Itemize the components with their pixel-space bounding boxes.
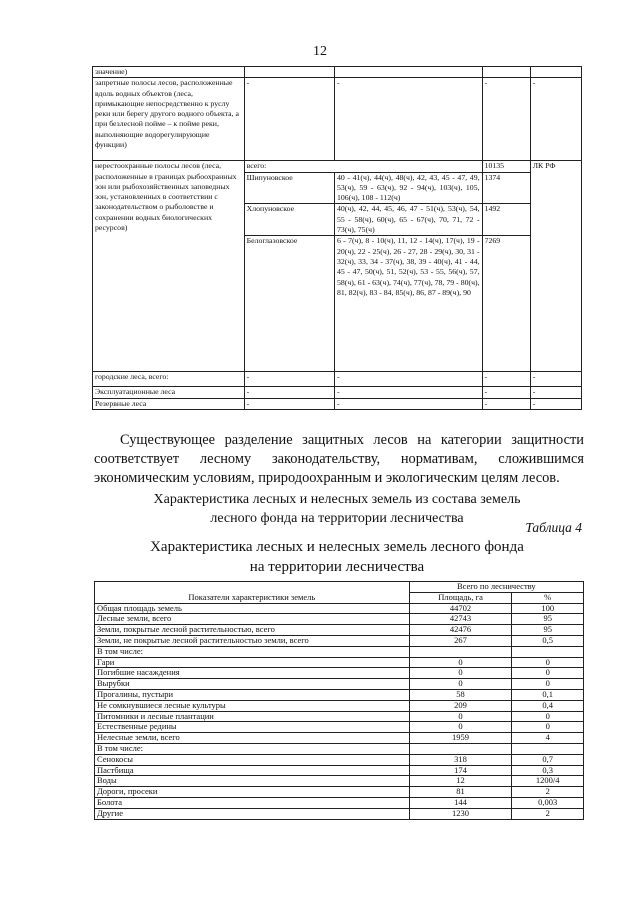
land-type-cell: В том числе:	[95, 646, 410, 657]
percent-cell: 100	[512, 603, 584, 614]
area-cell: 267	[409, 635, 512, 646]
land-type-cell: Сенокосы	[95, 754, 410, 765]
area-cell: 10135	[482, 161, 530, 172]
percent-cell	[512, 646, 584, 657]
percent-cell: 1200/4	[512, 776, 584, 787]
table-row	[95, 797, 584, 808]
land-characteristics-table	[94, 581, 584, 820]
land-type-cell: Дороги, просеки	[95, 787, 410, 798]
table-title-line-1: Характеристика лесных и нелесных земель лесного фонда	[150, 539, 524, 555]
area-cell: 1959	[409, 733, 512, 744]
table-label: Таблица 4	[525, 520, 582, 535]
table-row	[95, 614, 584, 625]
table-row	[95, 754, 584, 765]
table-row	[95, 668, 584, 679]
table-row	[95, 646, 584, 657]
parts-cell: -	[334, 372, 482, 387]
subdivision-cell: всего:	[244, 161, 334, 172]
percent-cell: 2	[512, 787, 584, 798]
table-row	[95, 722, 584, 733]
table-row	[95, 743, 584, 754]
land-type-cell: Воды	[95, 776, 410, 787]
parts-cell: 40(ч), 42, 44, 45, 46, 47 - 51(ч), 53(ч), 54, 55 - 58(ч), 60(ч), 65 - 67(ч), 70, 71, 72 - 73(ч), 75(ч)	[334, 204, 482, 236]
subdivision-cell: -	[244, 398, 334, 409]
area-cell	[482, 67, 530, 78]
subdivision-cell: -	[244, 78, 334, 161]
doc-cell: -	[530, 387, 581, 398]
percent-cell: 0,7	[512, 754, 584, 765]
table-row	[95, 635, 584, 646]
land-type-cell: Лесные земли, всего	[95, 614, 410, 625]
land-type-cell: Прогалины, пустыри	[95, 689, 410, 700]
table-row	[93, 372, 582, 387]
doc-cell: -	[530, 398, 581, 409]
land-type-cell: Земли, не покрытые лесной растительностью земли, всего	[95, 635, 410, 646]
percent-cell: 95	[512, 625, 584, 636]
table-row	[95, 679, 584, 690]
percent-cell: 0	[512, 711, 584, 722]
section-heading-line-1: Характеристика лесных и нелесных земель из состава земель	[153, 492, 521, 507]
area-cell: 42476	[409, 625, 512, 636]
header-percent: %	[512, 592, 584, 603]
page-number: 12	[313, 44, 327, 59]
section-heading	[92, 490, 582, 528]
table-row	[93, 387, 582, 398]
subdivision-cell	[244, 67, 334, 78]
percent-cell	[512, 743, 584, 754]
table-row	[93, 67, 582, 78]
area-cell: 174	[409, 765, 512, 776]
land-type-cell: Не сомкнувшиеся лесные культуры	[95, 700, 410, 711]
section-heading-line-2: лесного фонда на территории лесничества	[210, 511, 464, 526]
area-cell: 81	[409, 787, 512, 798]
area-cell: 209	[409, 700, 512, 711]
paragraph-text: Существующее разделение защитных лесов на категории защитности соответствует лесному законодательству, нормативам, сложившимся экономическим условиям, природоохранным и экологическим целям лесов.	[94, 432, 584, 486]
category-cell: Резервные леса	[93, 398, 245, 409]
doc-cell	[530, 67, 581, 78]
parts-cell: -	[334, 387, 482, 398]
percent-cell: 0,003	[512, 797, 584, 808]
table-row	[95, 689, 584, 700]
percent-cell: 0	[512, 679, 584, 690]
parts-cell: -	[334, 398, 482, 409]
area-cell: 0	[409, 711, 512, 722]
area-cell: 1230	[409, 808, 512, 819]
table-row	[93, 398, 582, 409]
percent-cell: 4	[512, 733, 584, 744]
subdivision-cell: Хлопуновское	[244, 204, 334, 236]
table-row	[95, 700, 584, 711]
area-cell: 144	[409, 797, 512, 808]
parts-cell	[334, 67, 482, 78]
table-row	[93, 161, 582, 172]
table-row	[95, 787, 584, 798]
percent-cell: 0	[512, 657, 584, 668]
category-cell: городские леса, всего:	[93, 372, 245, 387]
category-cell: Эксплуатационные леса	[93, 387, 245, 398]
percent-cell: 0	[512, 668, 584, 679]
area-cell: -	[482, 78, 530, 161]
area-cell: 0	[409, 722, 512, 733]
land-type-cell: Естественные редины	[95, 722, 410, 733]
land-type-cell: Питомники и лесные плантации	[95, 711, 410, 722]
table-title	[92, 537, 582, 577]
table-row	[95, 733, 584, 744]
percent-cell: 0	[512, 722, 584, 733]
area-cell: 58	[409, 689, 512, 700]
doc-cell: -	[530, 78, 581, 161]
area-cell: -	[482, 387, 530, 398]
land-type-cell: В том числе:	[95, 743, 410, 754]
table-row	[95, 711, 584, 722]
area-cell: 0	[409, 679, 512, 690]
parts-cell	[334, 161, 482, 172]
header-total: Всего по лесничеству	[409, 582, 583, 593]
area-cell: 1492	[482, 204, 530, 236]
percent-cell: 95	[512, 614, 584, 625]
subdivision-cell: Шипуновское	[244, 172, 334, 204]
table-row	[95, 776, 584, 787]
percent-cell: 0,1	[512, 689, 584, 700]
land-type-cell: Земли, покрытые лесной растительностью, всего	[95, 625, 410, 636]
header-area: Площадь, га	[409, 592, 512, 603]
parts-cell: 6 - 7(ч), 8 - 10(ч), 11, 12 - 14(ч), 17(ч), 19 - 20(ч), 22 - 25(ч), 26 - 27, 28 - 29(ч), 30, 31 - 32(ч), 33, 34 - 37(ч), 38, 39 - 40(ч), 41 - 44, 45 - 47, 50(ч), 51, 52(ч), 53 - 55, 56(ч), 57, 58(ч), 61 - 63(ч), 74(ч), 77(ч), 78, 79 - 80(ч), 81, 82(ч), 83 - 84, 85(ч), 86, 87 - 89(ч), 90	[334, 236, 482, 372]
body-paragraph	[94, 431, 584, 488]
area-cell: 12	[409, 776, 512, 787]
area-cell: -	[482, 398, 530, 409]
subdivision-cell: -	[244, 387, 334, 398]
land-type-cell: Нелесные земли, всего	[95, 733, 410, 744]
table-row	[95, 625, 584, 636]
doc-cell: -	[530, 372, 581, 387]
land-type-cell: Вырубки	[95, 679, 410, 690]
area-cell: 7269	[482, 236, 530, 372]
table-row	[93, 78, 582, 161]
area-cell: 0	[409, 657, 512, 668]
land-type-cell: Болота	[95, 797, 410, 808]
land-type-cell: Другие	[95, 808, 410, 819]
table-row	[95, 808, 584, 819]
table-row	[95, 603, 584, 614]
land-type-cell: Погибшие насаждения	[95, 668, 410, 679]
area-cell: 318	[409, 754, 512, 765]
subdivision-cell: -	[244, 372, 334, 387]
category-cell: значение)	[93, 67, 245, 78]
subdivision-cell: Белоглазовское	[244, 236, 334, 372]
category-cell: нерестоохранные полосы лесов (леса, расположенные в границах рыбоохранных зон или рыбохозяйственных заповедных зон, установленных в соответствии с законодательством о рыболовстве и сохранении водных биологических ресурсов)	[93, 161, 245, 372]
area-cell: -	[482, 372, 530, 387]
percent-cell: 2	[512, 808, 584, 819]
header-indicator: Показатели характеристики земель	[95, 582, 410, 604]
table-row	[95, 765, 584, 776]
area-cell: 42743	[409, 614, 512, 625]
protective-forests-table	[92, 66, 582, 410]
parts-cell: -	[334, 78, 482, 161]
doc-cell: ЛК РФ	[530, 161, 581, 372]
area-cell	[409, 743, 512, 754]
percent-cell: 0,5	[512, 635, 584, 646]
parts-cell: 40 - 41(ч), 44(ч), 48(ч), 42, 43, 45 - 47, 49, 53(ч), 59 - 63(ч), 92 - 94(ч), 103(ч), 105, 106(ч), 108 - 112(ч)	[334, 172, 482, 204]
area-cell: 1374	[482, 172, 530, 204]
land-type-cell: Гари	[95, 657, 410, 668]
table-title-line-2: на территории лесничества	[249, 559, 425, 575]
table-row	[95, 657, 584, 668]
percent-cell: 0,3	[512, 765, 584, 776]
area-cell: 44702	[409, 603, 512, 614]
area-cell: 0	[409, 668, 512, 679]
category-cell: запретные полосы лесов, расположенные вдоль водных объектов (леса, примыкающие непосредственно к руслу реки или берегу другого водного объекта, а при безлесной пойме – к пойме реки, выполняющие водорегулирующие функции)	[93, 78, 245, 161]
land-type-cell: Общая площадь земель	[95, 603, 410, 614]
area-cell	[409, 646, 512, 657]
header-row	[95, 582, 584, 593]
percent-cell: 0,4	[512, 700, 584, 711]
land-type-cell: Пастбища	[95, 765, 410, 776]
